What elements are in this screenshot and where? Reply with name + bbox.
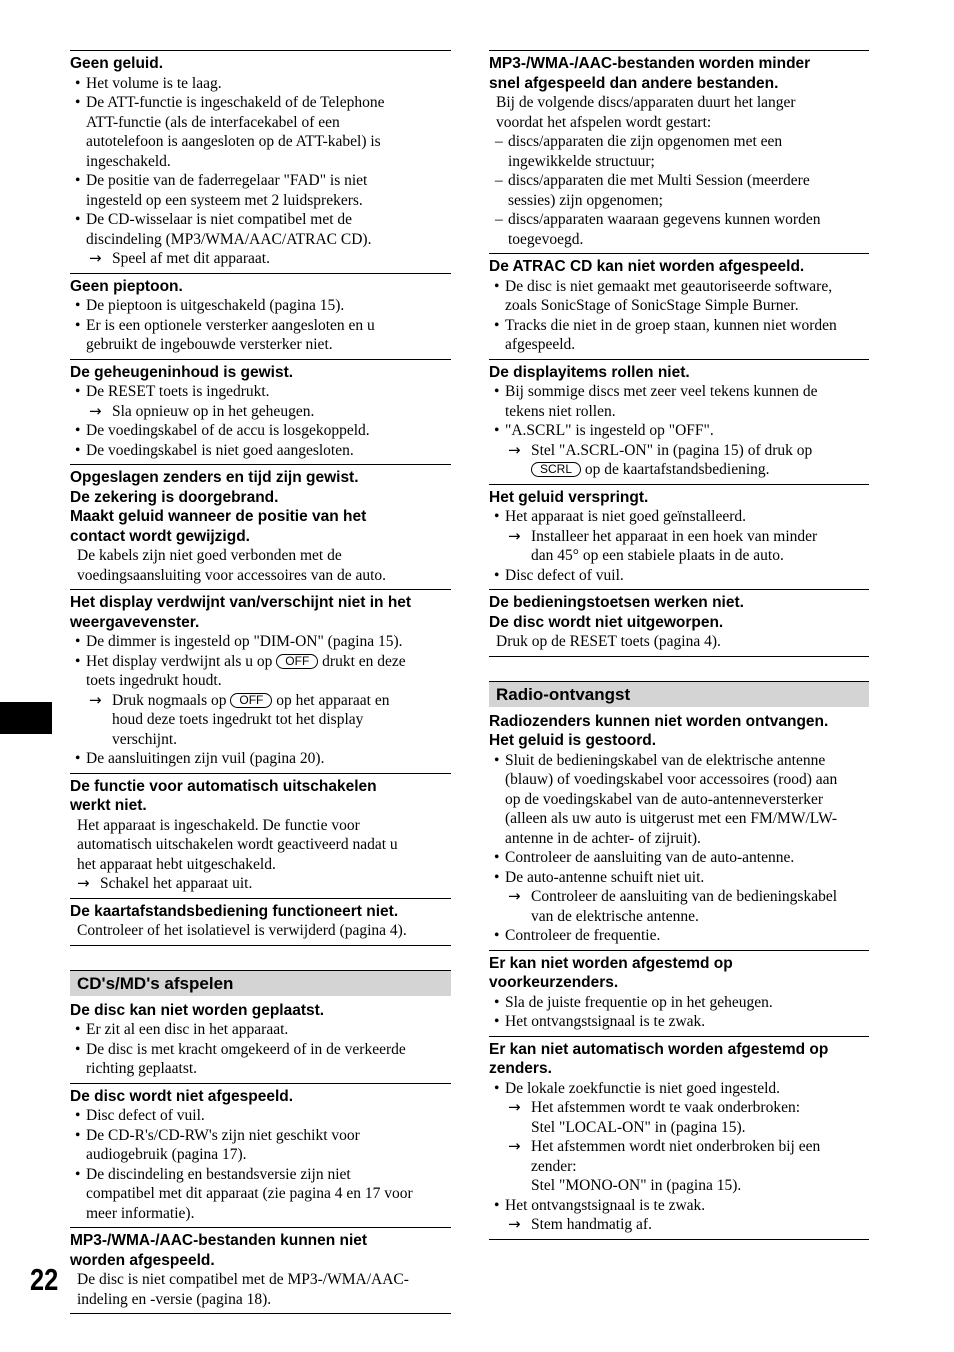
- right-column: [489, 50, 869, 1240]
- troubleshooting-entry: [489, 253, 869, 359]
- entry-line: • "A.SCRL" is ingesteld op "OFF".: [494, 422, 714, 439]
- entry-line: autotelefoon is aangesloten op de ATT-kabel) is: [86, 133, 381, 150]
- troubleshooting-entry: [489, 484, 869, 590]
- bullet-marker: •: [494, 751, 500, 769]
- bullet-marker: •: [75, 750, 81, 767]
- entry-heading: De disc wordt niet afgespeeld.: [70, 1087, 294, 1105]
- entry-line: • Het apparaat is niet goed geïnstalleerd.: [494, 508, 747, 525]
- entry-line: ingesteld op een systeem met 2 luidsprekers.: [86, 191, 363, 209]
- entry-line: automatisch uitschakelen wordt geactiveerd nadat u: [77, 836, 398, 853]
- bullet-marker: •: [75, 297, 81, 314]
- troubleshooting-entry: [70, 273, 451, 359]
- bullet-marker: •: [75, 1107, 81, 1124]
- bullet-marker: •: [75, 172, 81, 189]
- entry-line: sessies) zijn opgenomen;: [508, 191, 663, 209]
- entry-line: voedingsaansluiting voor accessoires van de auto.: [77, 566, 387, 584]
- entry-line: De disc is niet compatibel met de MP3-/WMA/AAC-: [77, 1271, 409, 1288]
- entry-line: antenne in de achter- of zijruit).: [505, 829, 701, 847]
- entry-line: → Speel af met dit apparaat.: [89, 249, 270, 267]
- arrow-icon: →: [89, 690, 102, 709]
- entry-line: – discs/apparaten waaraan gegevens kunnen worden: [495, 211, 821, 228]
- bullet-marker: •: [494, 316, 500, 334]
- entry-line: SCRL op de kaartafstandsbediening.: [489, 460, 869, 480]
- entry-line: richting geplaatst.: [86, 1060, 198, 1077]
- entry-line: • Controleer de aansluiting van de auto-antenne.: [494, 849, 795, 866]
- entry-line: • De voedingskabel is niet goed aangesloten.: [75, 441, 354, 459]
- bullet-marker: •: [75, 1126, 81, 1144]
- entry-line: het apparaat hebt uitgeschakeld.: [77, 855, 276, 873]
- entry-heading: voorkeurzenders.: [489, 974, 619, 991]
- bullet-marker: •: [75, 94, 81, 111]
- entry-line: De kabels zijn niet goed verbonden met de: [77, 547, 342, 564]
- arrow-icon: →: [77, 874, 90, 892]
- entry-line: toegevoegd.: [508, 230, 584, 248]
- entry-line: • Het volume is te laag.: [75, 74, 222, 92]
- entry-line: → Sla opnieuw op in het geheugen.: [89, 401, 315, 420]
- bullet-marker: •: [75, 1021, 81, 1038]
- entry-line: zender:: [531, 1157, 577, 1175]
- troubleshooting-entry: [489, 1036, 869, 1240]
- troubleshooting-entry: [489, 50, 869, 253]
- troubleshooting-entry: [70, 50, 451, 273]
- entry-line: • De RESET toets is ingedrukt.: [75, 383, 270, 400]
- entry-line: Stel "LOCAL-ON" in (pagina 15).: [531, 1118, 746, 1136]
- entry-line: → Het afstemmen wordt te vaak onderbroken:: [508, 1098, 801, 1116]
- arrow-icon: →: [508, 440, 521, 459]
- entry-line: • Het ontvangstsignaal is te zwak.: [494, 1196, 706, 1214]
- entry-line: • De lokale zoekfunctie is niet goed ingesteld.: [494, 1079, 781, 1097]
- side-tab-marker: [0, 702, 52, 734]
- section-spacer: [489, 657, 869, 681]
- arrow-icon: →: [508, 887, 521, 905]
- entry-line: → Schakel het apparaat uit.: [77, 874, 253, 892]
- entry-line: • Bij sommige discs met zeer veel tekens kunnen de: [494, 383, 818, 400]
- entry-line: → Controleer de aansluiting van de bedieningskabel: [508, 887, 838, 905]
- entry-heading: De zekering is doorgebrand.: [70, 488, 279, 506]
- bullet-marker: •: [494, 566, 500, 584]
- troubleshooting-entry: [489, 709, 869, 950]
- dash-marker: –: [495, 172, 503, 189]
- entry-heading: MP3-/WMA-/AAC-bestanden worden minder: [489, 55, 811, 72]
- entry-line: van de elektrische antenne.: [531, 907, 699, 925]
- page-number: 22: [30, 1262, 59, 1297]
- entry-line: • Disc defect of vuil.: [75, 1107, 205, 1124]
- entry-heading: De disc wordt niet uitgeworpen.: [489, 613, 724, 631]
- button-label-off: OFF: [230, 693, 272, 708]
- entry-heading: weergavevenster.: [70, 613, 200, 631]
- entry-line: Stel "MONO-ON" in (pagina 15).: [531, 1177, 742, 1194]
- bullet-marker: •: [494, 849, 500, 866]
- troubleshooting-entry: [489, 359, 869, 484]
- bullet-marker: •: [494, 993, 500, 1011]
- entry-line: Het apparaat is ingeschakeld. De functie voor: [77, 816, 360, 834]
- bullet-marker: •: [75, 441, 81, 459]
- entry-line: • Er zit al een disc in het apparaat.: [75, 1021, 289, 1038]
- left-column: [70, 50, 451, 1314]
- button-label-off: OFF: [276, 654, 318, 669]
- entry-line: tekens niet rollen.: [505, 402, 616, 420]
- entry-line: op de voedingskabel van de auto-antenneversterker: [505, 790, 824, 808]
- entry-line: – discs/apparaten die met Multi Session (meerdere: [495, 172, 810, 189]
- troubleshooting-entry: [70, 898, 451, 946]
- entry-heading: werkt niet.: [70, 797, 147, 814]
- bullet-marker: •: [75, 383, 81, 400]
- button-label-scrl: SCRL: [531, 462, 581, 477]
- entry-heading: contact wordt gewijzigd.: [70, 527, 250, 545]
- entry-heading: De ATRAC CD kan niet worden afgespeeld.: [489, 258, 805, 275]
- arrow-icon: →: [89, 249, 102, 267]
- bullet-marker: •: [75, 1040, 81, 1058]
- entry-line: • De pieptoon is uitgeschakeld (pagina 15).: [75, 297, 345, 314]
- entry-line: → Stem handmatig af.: [508, 1215, 652, 1233]
- entry-line: • De discindeling en bestandsversie zijn niet: [75, 1165, 351, 1183]
- entry-heading: Radiozenders kunnen niet worden ontvangen.: [489, 712, 829, 730]
- troubleshooting-entry: [489, 950, 869, 1036]
- entry-heading: De geheugeninhoud is gewist.: [70, 363, 294, 381]
- bullet-marker: •: [494, 927, 500, 944]
- entry-heading: Er kan niet automatisch worden afgestemd op: [489, 1040, 829, 1058]
- entry-line: Druk op de RESET toets (pagina 4).: [496, 633, 721, 650]
- entry-line: → Stel "A.SCRL-ON" in (pagina 15) of druk op: [508, 440, 813, 459]
- entry-heading: De kaartafstandsbediening functioneert niet.: [70, 902, 399, 920]
- entry-heading: Maakt geluid wanneer de positie van het: [70, 508, 367, 525]
- troubleshooting-entry: [70, 773, 451, 898]
- entry-line: → Installeer het apparaat in een hoek van minder: [508, 526, 818, 545]
- entry-line: ingeschakeld.: [86, 152, 171, 170]
- entry-line: compatibel met dit apparaat (zie pagina 4 en 17 voor: [86, 1185, 413, 1202]
- bullet-marker: •: [75, 1165, 81, 1183]
- entry-line: • Het display verdwijnt als u op OFF drukt en deze: [75, 652, 406, 670]
- section-header: CD's/MD's afspelen: [70, 970, 451, 996]
- entry-line: indeling en -versie (pagina 18).: [77, 1290, 272, 1308]
- entry-line: audiogebruik (pagina 17).: [86, 1146, 247, 1163]
- entry-line: (blauw) of voedingskabel voor accessoires (rood) aan: [505, 771, 838, 788]
- bullet-marker: •: [494, 868, 500, 886]
- entry-line: – discs/apparaten die zijn opgenomen met een: [495, 133, 783, 150]
- entry-line: ATT-functie (als de interfacekabel of een: [86, 113, 340, 131]
- entry-line: • De dimmer is ingesteld op "DIM-ON" (pagina 15).: [75, 633, 403, 650]
- bullet-marker: •: [75, 422, 81, 439]
- entry-line: discindeling (MP3/WMA/AAC/ATRAC CD).: [86, 230, 372, 248]
- bullet-marker: •: [494, 1196, 500, 1214]
- entry-line: zoals SonicStage of SonicStage Simple Burner.: [505, 297, 799, 314]
- dash-marker: –: [495, 133, 503, 150]
- entry-line: • Sluit de bedieningskabel van de elektrische antenne: [494, 751, 826, 769]
- entry-line: • De auto-antenne schuift niet uit.: [494, 868, 705, 886]
- entry-heading: Het geluid verspringt.: [489, 488, 649, 506]
- troubleshooting-entry: [70, 1227, 451, 1314]
- entry-line: voordat het afspelen wordt gestart:: [496, 113, 712, 131]
- bullet-marker: •: [494, 277, 500, 295]
- arrow-icon: →: [508, 1215, 521, 1233]
- bullet-marker: •: [75, 211, 81, 228]
- entry-line: afgespeeld.: [505, 336, 576, 353]
- entry-line: (alleen als uw auto is uitgerust met een FM/MW/LW-: [505, 810, 838, 827]
- entry-line: • De voedingskabel of de accu is losgekoppeld.: [75, 422, 370, 439]
- bullet-marker: •: [494, 1079, 500, 1097]
- entry-line: • Sla de juiste frequentie op in het geheugen.: [494, 993, 773, 1011]
- entry-heading: zenders.: [489, 1060, 552, 1077]
- section-spacer: [70, 946, 451, 970]
- entry-heading: snel afgespeeld dan andere bestanden.: [489, 74, 779, 92]
- arrow-icon: →: [508, 526, 521, 545]
- entry-heading: Geen pieptoon.: [70, 277, 183, 295]
- entry-line: • Het ontvangstsignaal is te zwak.: [494, 1013, 706, 1030]
- entry-line: • De CD-R's/CD-RW's zijn niet geschikt voor: [75, 1126, 360, 1144]
- entry-line: • Disc defect of vuil.: [494, 566, 624, 584]
- bullet-marker: •: [494, 508, 500, 525]
- entry-line: • De disc is niet gemaakt met geautoriseerde software,: [494, 277, 833, 295]
- arrow-icon: →: [508, 1137, 521, 1155]
- entry-line: ingewikkelde structuur;: [508, 152, 655, 170]
- entry-line: → Het afstemmen wordt niet onderbroken bij een: [508, 1137, 821, 1155]
- entry-line: dan 45° op een stabiele plaats in de auto.: [531, 547, 784, 564]
- troubleshooting-entry: [489, 589, 869, 657]
- bullet-marker: •: [494, 383, 500, 400]
- entry-line: verschijnt.: [112, 730, 177, 748]
- bullet-marker: •: [75, 316, 81, 334]
- entry-heading: Opgeslagen zenders en tijd zijn gewist.: [70, 469, 359, 486]
- entry-line: gebruikt de ingebouwde versterker niet.: [86, 336, 333, 353]
- entry-heading: De disc kan niet worden geplaatst.: [70, 1001, 325, 1019]
- entry-heading: Het geluid is gestoord.: [489, 732, 657, 749]
- entry-heading: Geen geluid.: [70, 55, 164, 72]
- entry-line: • De aansluitingen zijn vuil (pagina 20).: [75, 750, 325, 767]
- entry-line: • De positie van de faderregelaar "FAD" is niet: [75, 172, 368, 189]
- troubleshooting-entry: [70, 1083, 451, 1228]
- entry-heading: De displayitems rollen niet.: [489, 363, 690, 381]
- bullet-marker: •: [75, 74, 81, 92]
- entry-heading: De functie voor automatisch uitschakelen: [70, 777, 377, 795]
- entry-line: • Tracks die niet in de groep staan, kunnen niet worden: [494, 316, 837, 334]
- entry-line: • De disc is met kracht omgekeerd of in de verkeerde: [75, 1040, 406, 1058]
- arrow-icon: →: [508, 1098, 521, 1116]
- entry-line: • Er is een optionele versterker aangesloten en u: [75, 316, 375, 334]
- entry-line: → Druk nogmaals op OFF op het apparaat en: [89, 690, 390, 709]
- entry-heading: De bedieningstoetsen werken niet.: [489, 594, 744, 611]
- troubleshooting-entry: [70, 464, 451, 589]
- dash-marker: –: [495, 211, 503, 228]
- entry-line: Controleer of het isolatievel is verwijderd (pagina 4).: [77, 922, 407, 939]
- entry-heading: Er kan niet worden afgestemd op: [489, 954, 733, 972]
- entry-heading: MP3-/WMA-/AAC-bestanden kunnen niet: [70, 1232, 368, 1249]
- entry-line: • Controleer de frequentie.: [494, 927, 661, 944]
- troubleshooting-entry: [70, 589, 451, 773]
- bullet-marker: •: [494, 422, 500, 439]
- entry-heading: worden afgespeeld.: [70, 1251, 215, 1269]
- entry-heading: Het display verdwijnt van/verschijnt niet in het: [70, 594, 412, 611]
- section-header: Radio-ontvangst: [489, 681, 869, 707]
- entry-line: • De ATT-functie is ingeschakeld of de Telephone: [75, 94, 385, 111]
- arrow-icon: →: [89, 401, 102, 420]
- bullet-marker: •: [75, 652, 81, 670]
- troubleshooting-entry: [70, 998, 451, 1083]
- troubleshooting-entry: [70, 359, 451, 465]
- bullet-marker: •: [75, 633, 81, 650]
- entry-line: Bij de volgende discs/apparaten duurt het langer: [496, 94, 796, 111]
- entry-line: toets ingedrukt houdt.: [86, 672, 222, 689]
- entry-line: meer informatie).: [86, 1204, 195, 1222]
- entry-line: houd deze toets ingedrukt tot het display: [112, 711, 364, 728]
- entry-line: • De CD-wisselaar is niet compatibel met de: [75, 211, 353, 228]
- bullet-marker: •: [494, 1013, 500, 1030]
